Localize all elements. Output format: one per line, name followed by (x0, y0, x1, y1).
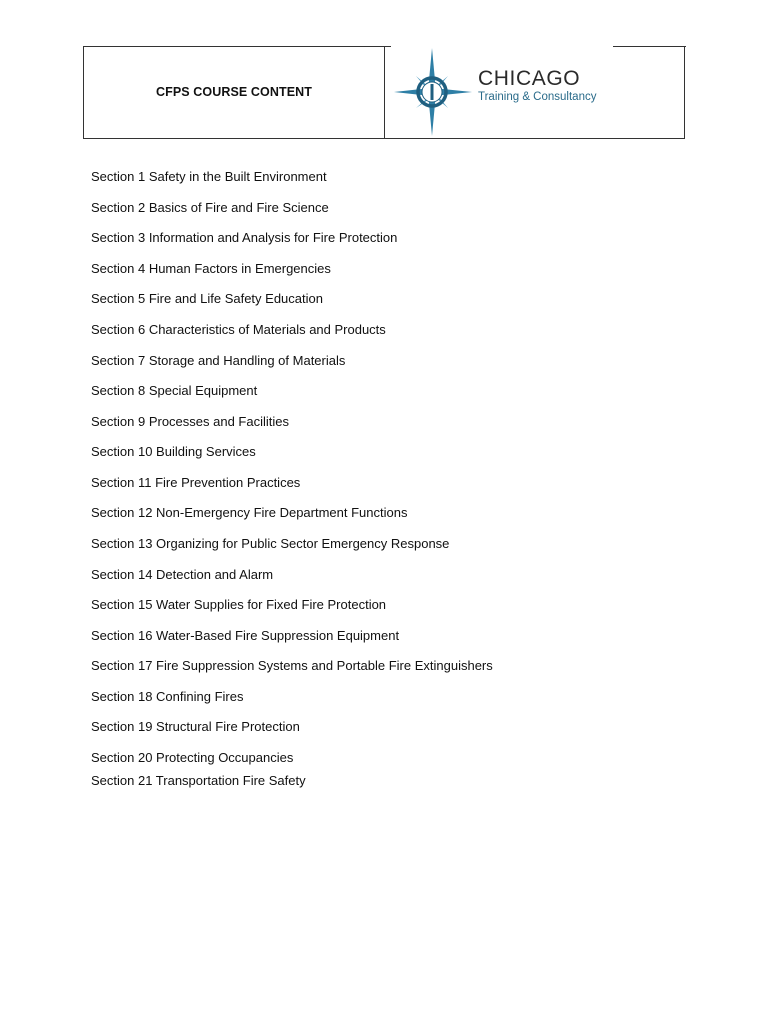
section-item: Section 15 Water Supplies for Fixed Fire Protection (91, 597, 387, 612)
section-item: Section 21 Transportation Fire Safety (91, 773, 306, 788)
section-item: Section 1 Safety in the Built Environment (91, 169, 327, 184)
section-item: Section 8 Special Equipment (91, 383, 258, 398)
section-item: Section 13 Organizing for Public Sector Emergency Response (91, 536, 450, 551)
compass-star-icon (392, 46, 478, 138)
section-item: Section 14 Detection and Alarm (91, 567, 274, 582)
header-table (83, 46, 685, 139)
document-title: CFPS COURSE CONTENT (155, 85, 313, 99)
section-item: Section 18 Confining Fires (91, 689, 244, 704)
section-item: Section 16 Water-Based Fire Suppression Equipment (91, 628, 400, 643)
header-divider (384, 46, 385, 138)
section-item: Section 10 Building Services (91, 444, 256, 459)
section-item: Section 7 Storage and Handling of Materials (91, 353, 346, 368)
company-logo (392, 46, 622, 138)
section-item: Section 20 Protecting Occupancies (91, 750, 294, 765)
section-item: Section 4 Human Factors in Emergencies (91, 261, 331, 276)
logo-company-name: CHICAGO (478, 67, 581, 90)
section-item: Section 9 Processes and Facilities (91, 414, 289, 429)
section-item: Section 6 Characteristics of Materials and Products (91, 322, 386, 337)
header-top-border-right (613, 46, 686, 47)
section-item: Section 11 Fire Prevention Practices (91, 475, 301, 490)
section-item: Section 19 Structural Fire Protection (91, 719, 300, 734)
section-item: Section 17 Fire Suppression Systems and Portable Fire Extinguishers (91, 658, 493, 673)
section-item: Section 3 Information and Analysis for Fire Protection (91, 230, 398, 245)
section-item: Section 5 Fire and Life Safety Education (91, 291, 323, 306)
logo-tagline: Training & Consultancy (478, 91, 597, 103)
section-item: Section 12 Non-Emergency Fire Department Functions (91, 505, 408, 520)
section-item: Section 2 Basics of Fire and Fire Science (91, 200, 329, 215)
